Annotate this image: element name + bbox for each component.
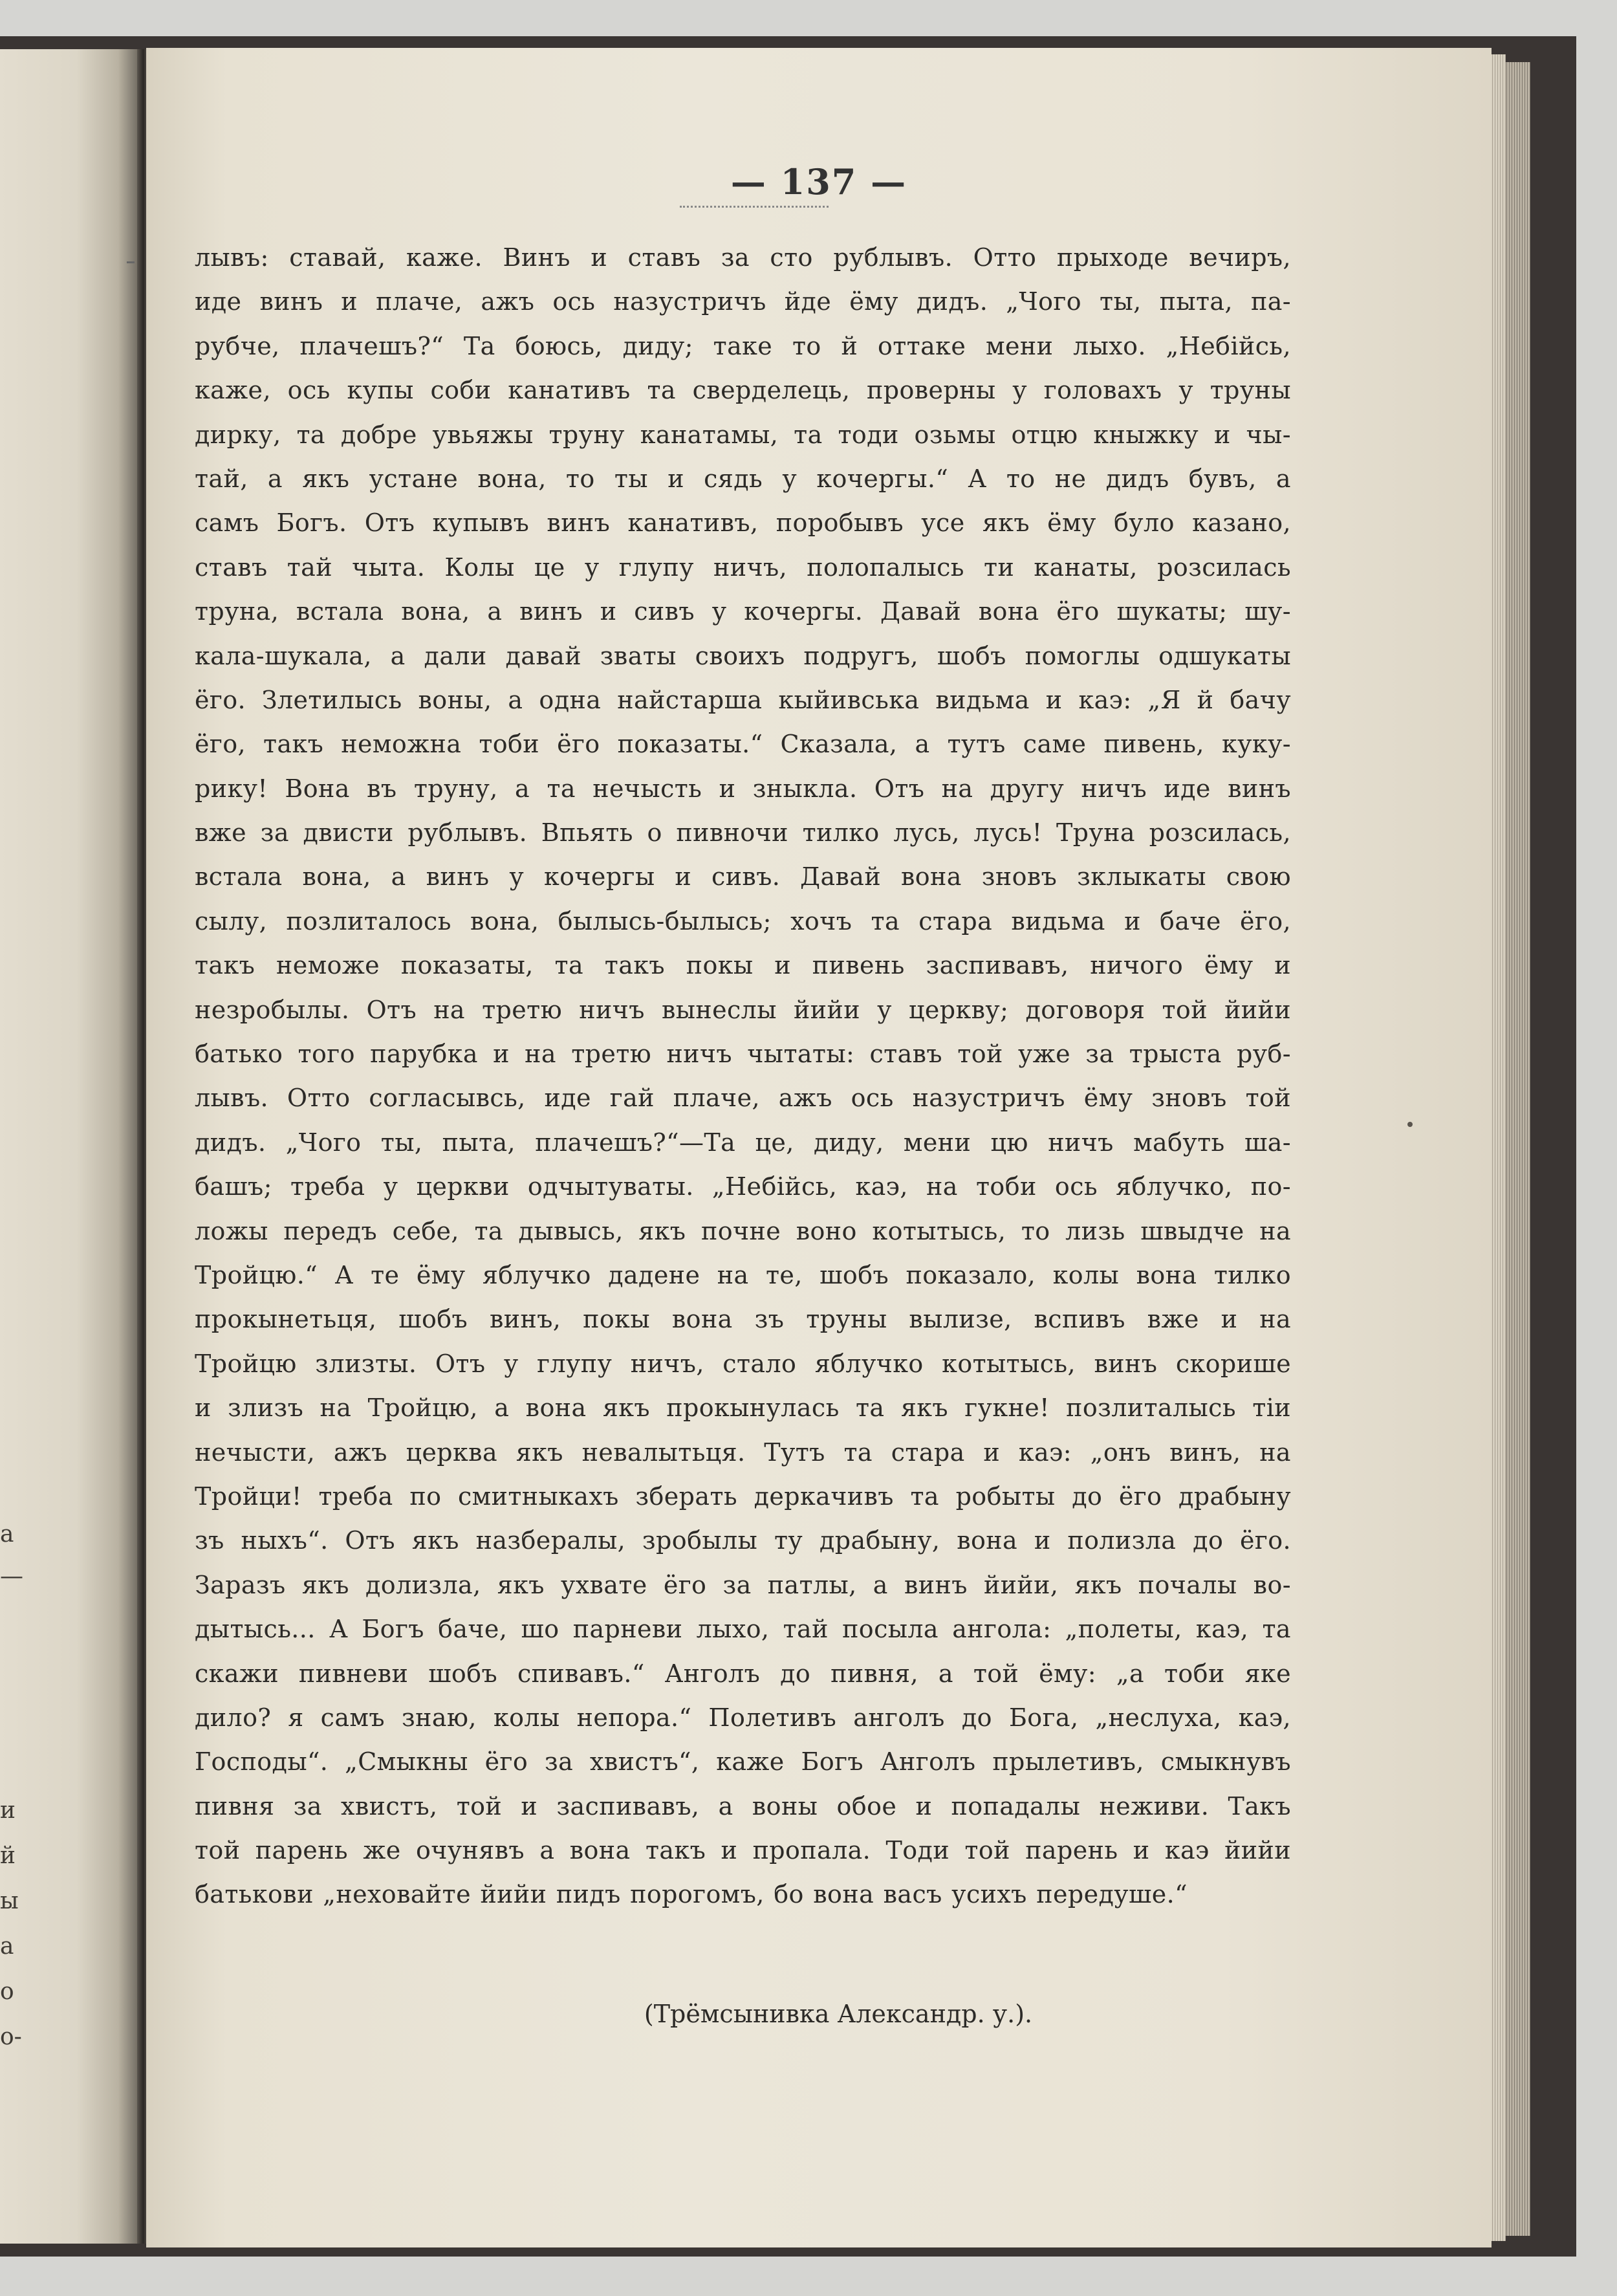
text-line: встала вона, а винъ у кочергы и сивъ. Давай вона зновъ зклыкаты свою bbox=[195, 862, 1291, 891]
text-line: лывъ. Отто согласывсь, иде гай плаче, ажъ ось назустричъ ёму зновъ той bbox=[195, 1084, 1291, 1113]
text-line: ставъ тай чыта. Колы це у глупу ничъ, полопалысь ти канаты, розсилась bbox=[195, 552, 1291, 582]
left-page-letters bbox=[0, 49, 26, 2244]
text-line: Тройцю злизты. Отъ у глупу ничъ, стало яблучко котытысь, винъ скорише bbox=[195, 1349, 1291, 1378]
left-page-edge bbox=[0, 49, 139, 2244]
text-line: дидъ. „Чого ты, пыта, плачешъ?“—Та це, диду, мени цю ничъ мабуть ша- bbox=[195, 1128, 1291, 1157]
text-line: скажи пивневи шобъ спивавъ.“ Анголъ до пивня, а той ёму: „а тоби яке bbox=[195, 1659, 1291, 1688]
text-line: вже за двисти рублывъ. Впьять о пивночи тилко лусь, лусь! Труна розсилась, bbox=[195, 818, 1291, 847]
left-page-letter: а bbox=[0, 1933, 14, 1960]
left-page-letter: а bbox=[0, 1521, 14, 1547]
text-line: дытысь... А Богъ баче, шо парневи лыхо, тай посыла ангола: „полеты, каэ, та bbox=[195, 1615, 1291, 1644]
text-line: прокынетьця, шобъ винъ, покы вона зъ труны вылизе, вспивъ вже и на bbox=[195, 1305, 1291, 1334]
scanned-book-spread bbox=[0, 36, 1576, 2257]
left-page-letter: о bbox=[0, 1978, 14, 2005]
text-line: сылу, позлиталось вона, былысь-былысь; хочъ та стара видьма и баче ёго, bbox=[195, 906, 1291, 935]
ink-spot bbox=[1407, 1122, 1413, 1127]
text-line: незробылы. Отъ на третю ничъ вынеслы йийи у церкву; договоря той йийи bbox=[195, 995, 1291, 1024]
text-line: рику! Вона въ труну, а та нечысть и зныкла. Отъ на другу ничъ иде винъ bbox=[195, 774, 1291, 803]
text-line: иде винъ и плаче, ажъ ось назустричъ йде ёму дидъ. „Чого ты, пыта, па- bbox=[195, 287, 1291, 316]
text-line: самъ Богъ. Отъ купывъ винъ канативъ, поробывъ усе якъ ёму було казано, bbox=[195, 508, 1291, 538]
left-page-letter: ы bbox=[0, 1888, 19, 1914]
left-page-letter: й bbox=[0, 1842, 16, 1869]
text-line: той парень же очунявъ а вона такъ и пропала. Тоди той парень и каэ йийи bbox=[195, 1836, 1291, 1865]
text-line: ёго, такъ неможна тоби ёго показаты.“ Сказала, а тутъ саме пивень, куку- bbox=[195, 730, 1291, 759]
text-line: башъ; треба у церкви одчытуваты. „Небійсь, каэ, на тоби ось яблучко, по- bbox=[195, 1172, 1291, 1201]
source-attribution: (Трёмсынивка Александр. у.). bbox=[644, 2000, 1033, 2028]
text-line: и злизъ на Тройцю, а вона якъ прокынулась та якъ гукне! позлиталысь тіи bbox=[195, 1394, 1291, 1423]
text-line: ложы передъ себе, та дывысь, якъ почне воно котытысь, то лизь швыдче на bbox=[195, 1216, 1291, 1245]
body-text bbox=[195, 235, 1291, 1917]
text-line: Тройци! треба по смитныкахъ зберать деркачивъ та робыты до ёго драбыну bbox=[195, 1481, 1291, 1511]
text-line: батькови „неховайте йийи пидъ порогомъ, бо вона васъ усихъ передуше.“ bbox=[195, 1880, 1188, 1909]
text-line: ёго. Злетилысь воны, а одна найстарша кыйивська видьма и каэ: „Я й бачу bbox=[195, 685, 1291, 714]
text-line: труна, встала вона, а винъ и сивъ у кочергы. Давай вона ёго шукаты; шу- bbox=[195, 597, 1291, 626]
text-line: Тройцю.“ А те ёму яблучко дадене на те, шобъ показало, колы вона тилко bbox=[195, 1260, 1291, 1289]
text-line: дило? я самъ знаю, колы непора.“ Полетивъ анголъ до Бога, „неслуха, каэ, bbox=[195, 1703, 1291, 1732]
text-line: лывъ: ставай, каже. Винъ и ставъ за сто рублывъ. Отто прыходе вечиръ, bbox=[195, 243, 1291, 272]
text-line: такъ неможе показаты, та такъ покы и пивень заспивавъ, ничого ёму и bbox=[195, 951, 1291, 980]
left-page-letter: — bbox=[0, 1563, 23, 1590]
page-stack-edge bbox=[1504, 62, 1530, 2236]
text-line: дирку, та добре увьяжы труну канатамы, та тоди озьмы отцю кныжку и чы- bbox=[195, 420, 1291, 449]
text-line: рубче, плачешъ?“ Та боюсь, диду; таке то й оттаке мени лыхо. „Небійсь, bbox=[195, 331, 1291, 360]
left-page-letter: о- bbox=[0, 2024, 22, 2050]
right-page bbox=[146, 48, 1492, 2247]
left-page-letter: и bbox=[0, 1797, 16, 1824]
text-line: тай, а якъ устане вона, то ты и сядь у кочергы.“ А то не дидъ бувъ, а bbox=[195, 464, 1291, 493]
text-line: Господы“. „Смыкны ёго за хвистъ“, каже Богъ Анголъ прылетивъ, смыкнувъ bbox=[195, 1747, 1291, 1777]
page-number-ornament bbox=[680, 206, 829, 212]
text-line: Заразъ якъ долизла, якъ ухвате ёго за патлы, а винъ йийи, якъ почалы во- bbox=[195, 1570, 1291, 1599]
text-line: кала-шукала, а дали давай зваты своихъ подругъ, шобъ помоглы одшукаты bbox=[195, 641, 1291, 670]
text-line: зъ ныхъ“. Отъ якъ назбералы, зробылы ту драбыну, вона и полизла до ёго. bbox=[195, 1526, 1291, 1555]
text-line: нечысти, ажъ церква якъ невалытьця. Тутъ та стара и каэ: „онъ винъ, на bbox=[195, 1438, 1291, 1467]
page-number: — 137 — bbox=[730, 161, 907, 202]
text-line: пивня за хвистъ, той и заспивавъ, а воны обое и попадалы неживи. Такъ bbox=[195, 1791, 1291, 1820]
text-line: батько того парубка и на третю ничъ чытаты: ставъ той уже за трыста руб- bbox=[195, 1040, 1291, 1069]
margin-mark bbox=[127, 261, 135, 263]
text-line: каже, ось купы соби канативъ та сверделець, проверны у головахъ у труны bbox=[195, 376, 1291, 405]
